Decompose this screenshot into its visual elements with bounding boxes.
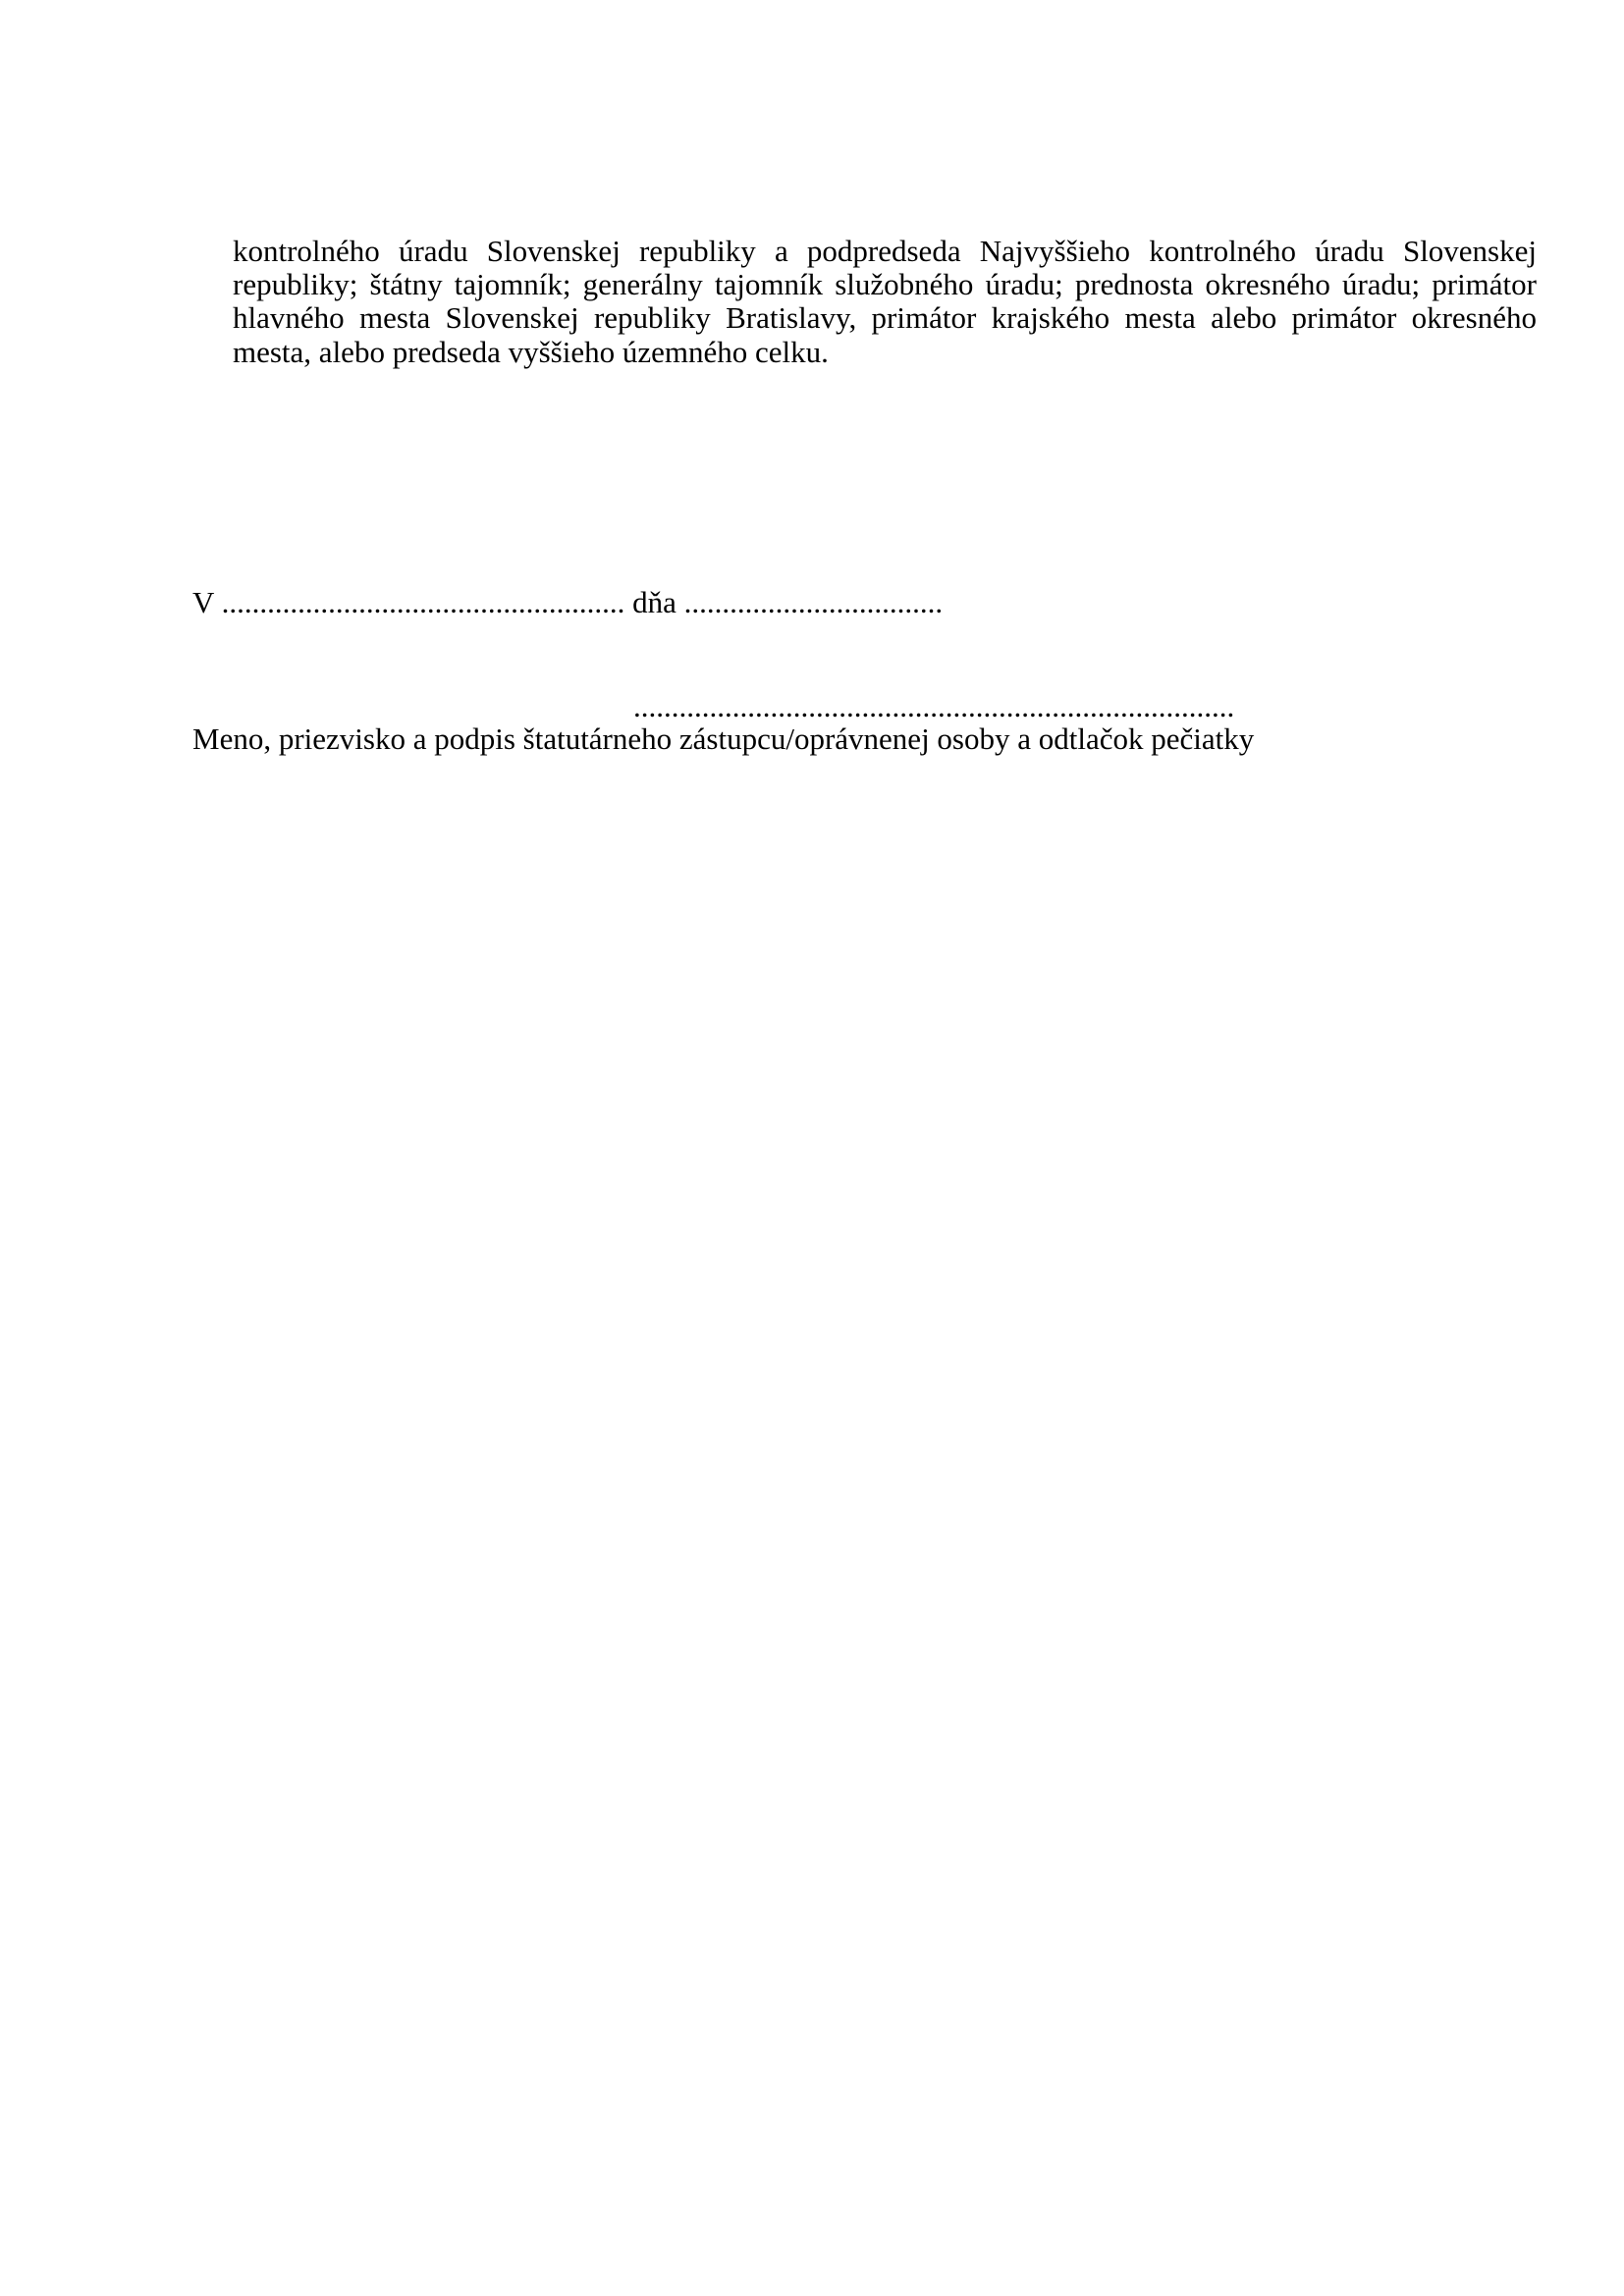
paragraph-line: kontrolného úradu Slovenskej republiky a podpredseda Najvyššieho kontrolného úradu Slovenskej (233, 234, 1537, 268)
signature-caption: Meno, priezvisko a podpis štatutárneho zástupcu/oprávnenej osoby a odtlačok pečiatky (192, 721, 1255, 756)
paragraph-line: hlavného mesta Slovenskej republiky Bratislavy, primátor krajského mesta alebo primátor okresného (233, 300, 1537, 335)
paragraph-line: mesta, alebo predseda vyššieho územného celku. (233, 335, 829, 369)
paragraph-line: republiky; štátny tajomník; generálny tajomník služobného úradu; prednosta okresného úradu; primátor (233, 267, 1537, 301)
signature-line: ............................................................................... (633, 689, 1235, 723)
place-date-line: V ..................................................... dňa .................................. (192, 585, 944, 619)
